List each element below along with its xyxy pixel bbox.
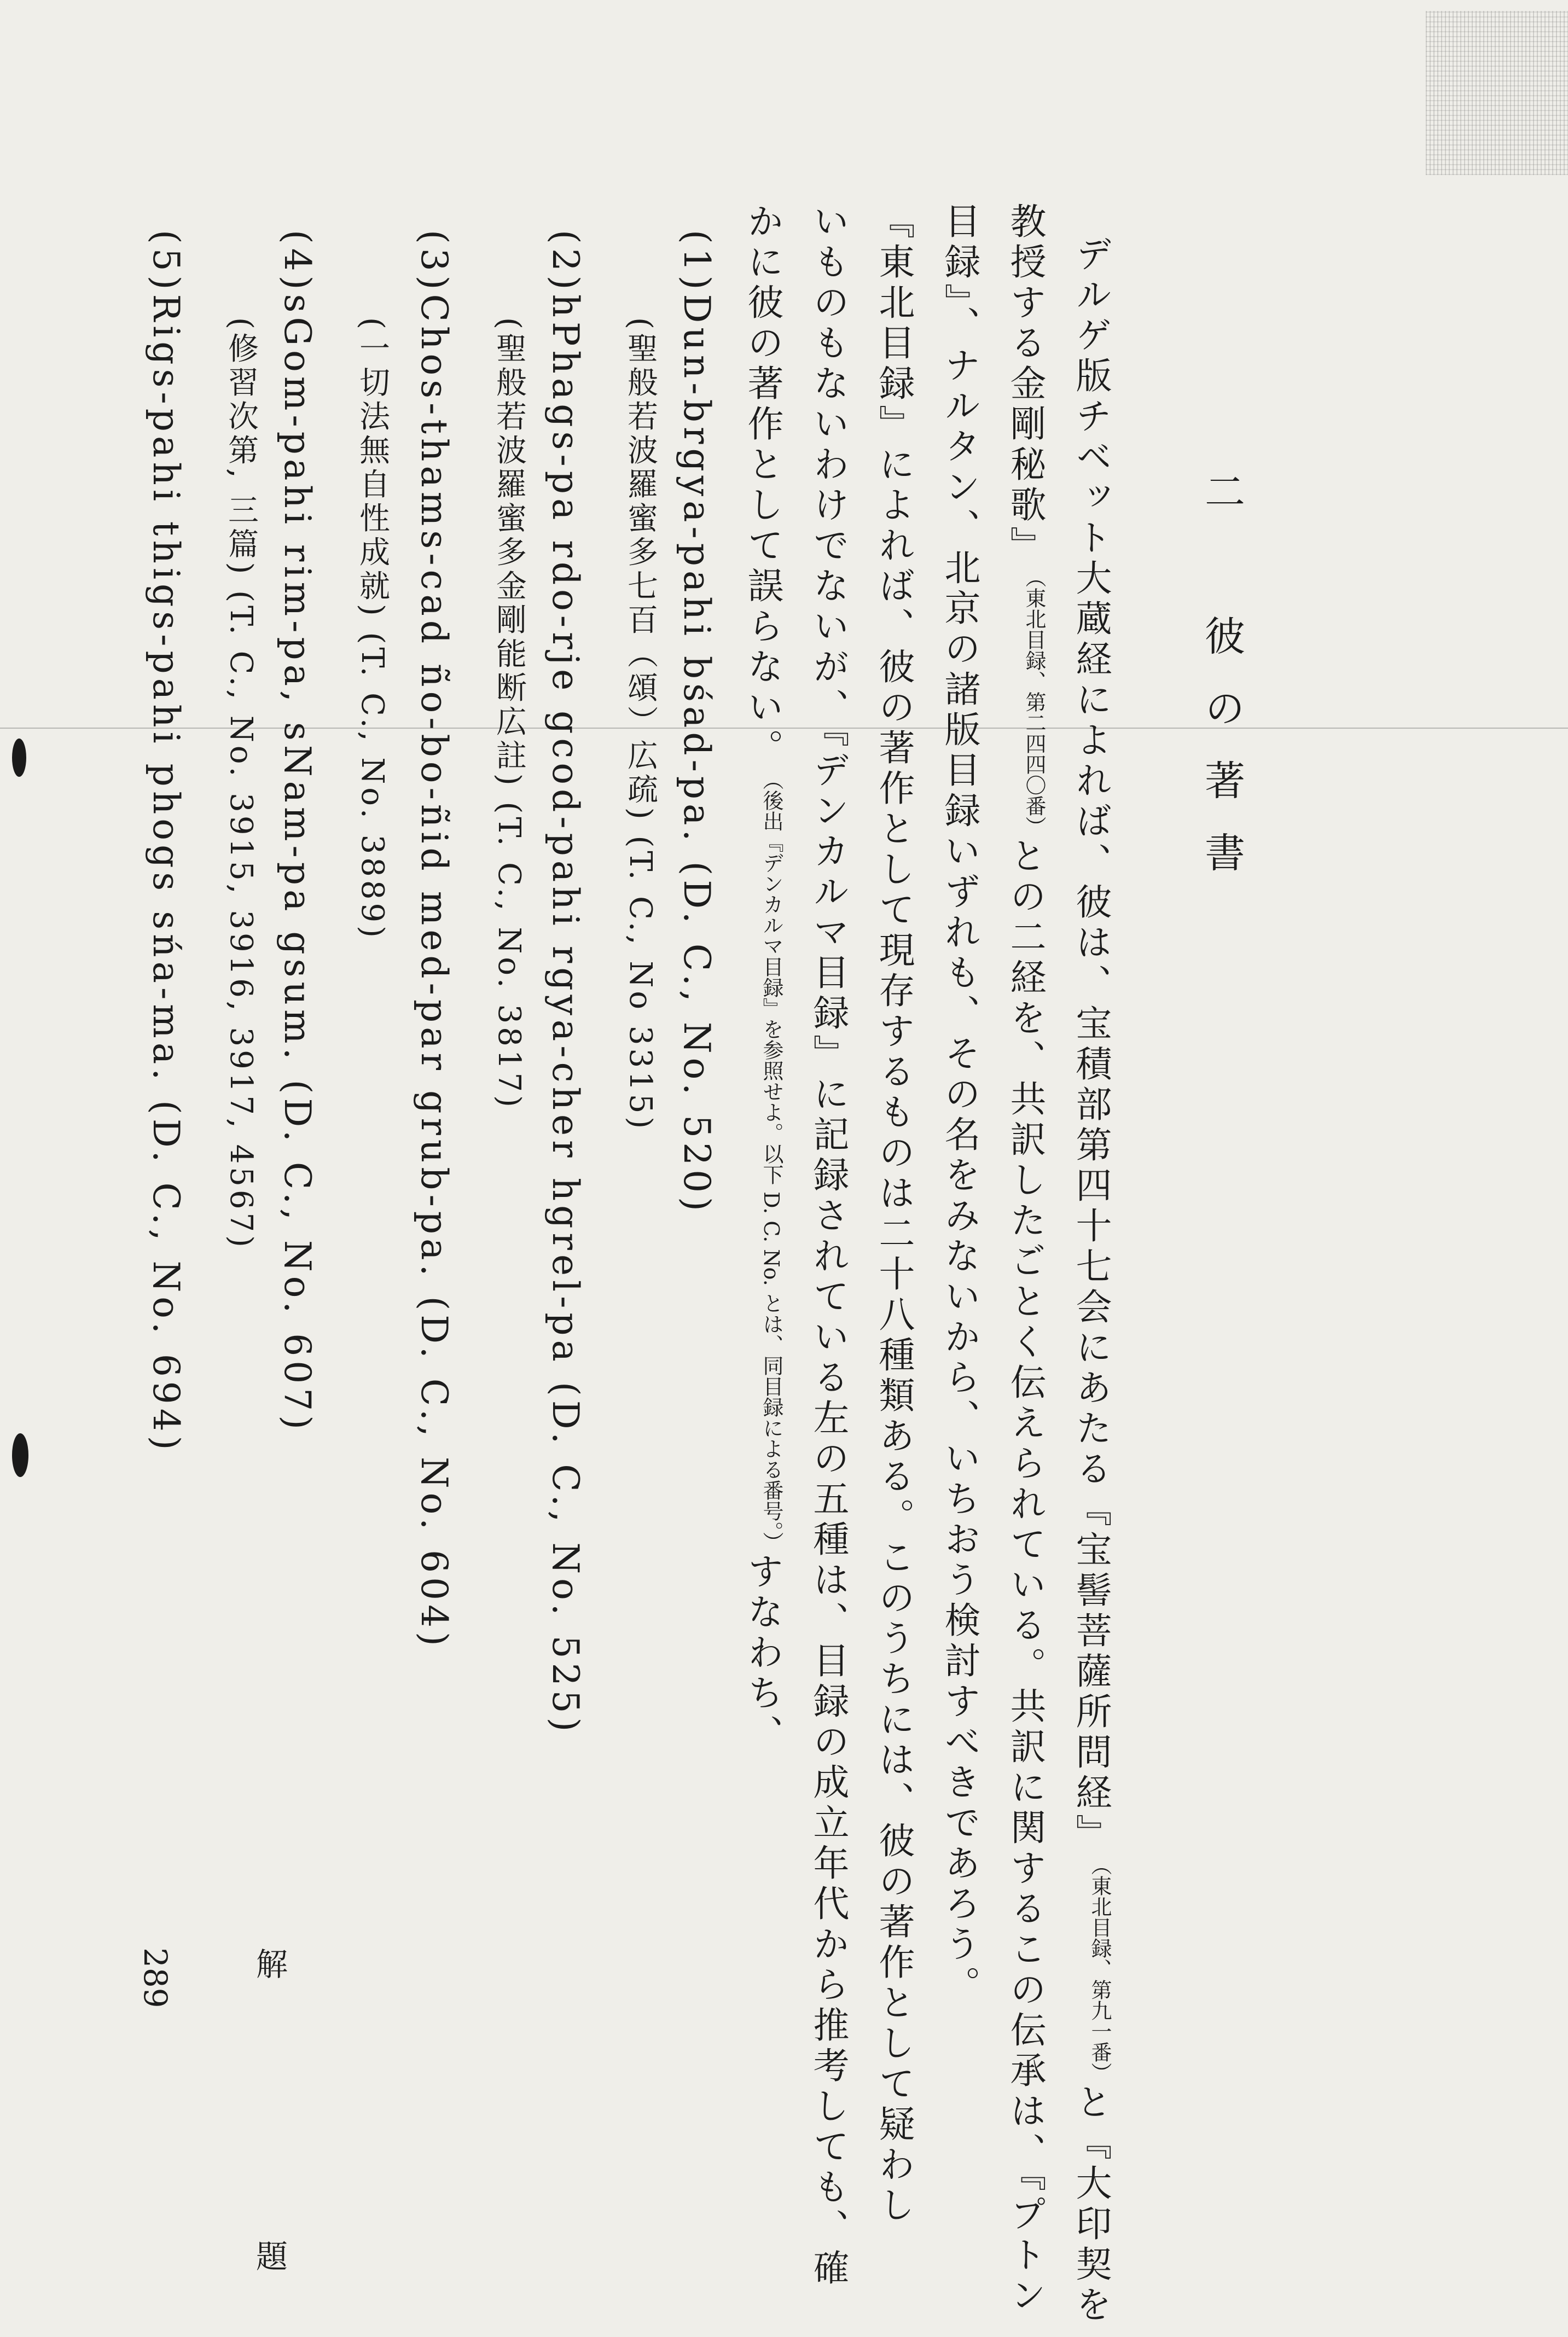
section-heading-text: 二 彼の著書	[1198, 470, 1245, 904]
work-item-1	[676, 230, 718, 1216]
work-subtitle-2	[487, 317, 531, 1111]
body-column-2	[1004, 202, 1046, 2317]
work-subtitle-3	[350, 317, 394, 941]
work-item-4	[276, 230, 318, 1434]
work-number: (1)	[676, 230, 718, 294]
running-footer-text: 解 題	[251, 1948, 288, 2337]
work-number: (3)	[413, 230, 455, 294]
work-item-3	[413, 230, 455, 1650]
body-text: との二経を、共訳したごとく伝えられている。共訳に関するこの伝承は、『プトン	[1004, 837, 1046, 2317]
body-text: デルゲ版チベット大蔵経によれば、彼は、宝積部第四十七会にあたる『宝髻菩薩所問経』	[1070, 235, 1112, 1855]
work-title: hPhags-pa rdo-rje gcod-pahi rgya-cher hgrel-pa (D. C., No. 525)	[544, 294, 586, 1736]
body-text: すなわち、	[741, 1552, 783, 1755]
body-column-6	[741, 202, 783, 1755]
body-column-4	[873, 202, 915, 2226]
body-text: と『大印契を	[1070, 2083, 1112, 2326]
section-heading	[1193, 470, 1251, 904]
work-subtitle: (聖般若波羅蜜多七百（頌）広疏) (T. C., No 3315)	[623, 317, 658, 1132]
running-footer	[246, 1948, 292, 2337]
work-number: (4)	[276, 230, 318, 294]
work-title: sGom-pahi rim-pa, sNam-pa gsum. (D. C., No. 607)	[276, 294, 318, 1434]
inline-note: （後出『デンカルマ目録』を参照せよ。以下 D. C. No. とは、同目録による番号。）	[759, 769, 783, 1553]
scan-artifact	[1426, 11, 1568, 175]
binding-hole-mark	[12, 739, 26, 777]
body-text: いものもないわけでないが、『デンカルマ目録』に記録されている左の五種は、目録の成立年代から推考しても、確	[807, 202, 849, 2289]
body-column-1	[1072, 235, 1110, 2326]
work-number: (5)	[145, 230, 187, 294]
work-subtitle: (聖般若波羅蜜多金剛能断広註) (T. C., No. 3817)	[491, 317, 527, 1111]
page-number	[137, 1948, 174, 2008]
body-text: 目録』、ナルタン、北京の諸版目録いずれも、その名をみないから、いちおう検討すべきであろう。	[938, 202, 980, 2006]
work-number: (2)	[544, 230, 586, 294]
inline-note: （東北目録、第九一番）	[1088, 1855, 1112, 2083]
binding-hole-mark	[12, 1433, 28, 1477]
body-text: 教授する金剛秘歌』	[1004, 202, 1046, 567]
work-subtitle: (一切法無自性成就) (T. C., No. 3889)	[355, 317, 390, 941]
inline-note: （東北目録、第二四四〇番）	[1022, 567, 1046, 837]
body-column-5	[807, 202, 849, 2289]
page-number-text: 289	[137, 1948, 174, 2008]
work-subtitle-4	[219, 317, 263, 1251]
body-text: 『東北目録』によれば、彼の著作として現存するものは二十八種類ある。このうちには、彼の著作として疑わし	[873, 202, 915, 2226]
work-item-5	[145, 230, 187, 1455]
body-text: かに彼の著作として誤らない。	[741, 202, 783, 769]
work-title: Rigs-pahi thigs-pahi phogs sńa-ma. (D. C., No. 694)	[145, 294, 187, 1455]
work-subtitle: (修習次第, 三篇) (T. C., No. 3915, 3916, 3917, 4567)	[223, 317, 259, 1251]
work-title: Dun-brgya-pahi bśad-pa. (D. C., No. 520)	[676, 294, 718, 1216]
work-item-2	[544, 230, 586, 1736]
work-subtitle-1	[618, 317, 662, 1132]
work-title: Chos-thams-cad ño-bo-ñid med-par grub-pa. (D. C., No. 604)	[413, 294, 455, 1650]
body-column-3	[938, 202, 980, 2006]
